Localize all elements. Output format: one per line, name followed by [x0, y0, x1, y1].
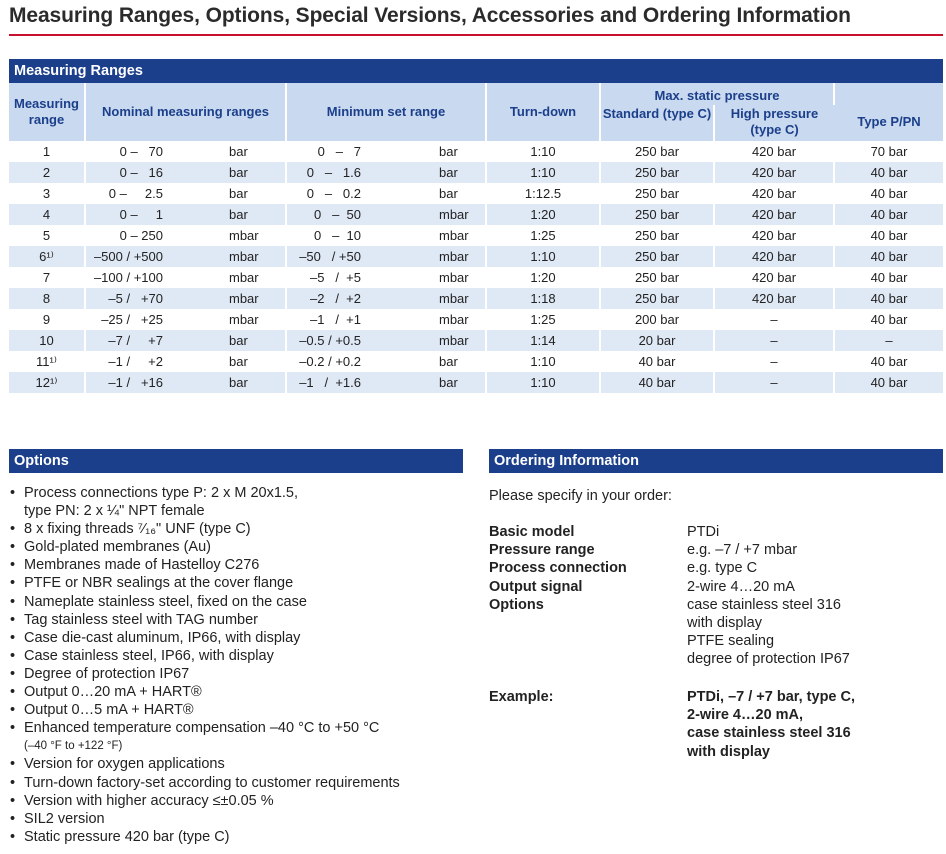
order-value-line: PTDi: [687, 524, 720, 540]
order-field: [489, 559, 939, 577]
nominal-unit: mbar: [229, 291, 259, 306]
example-line: case stainless steel 316: [687, 725, 851, 742]
cell-high-pressure: 420 bar: [714, 267, 834, 288]
cell-type-p-pn: –: [834, 330, 943, 351]
minimum-value: 0 – 10: [314, 228, 361, 243]
nominal-value: 0 – 16: [119, 165, 163, 180]
order-field-value: [687, 541, 797, 559]
nominal-value: 0 – 2.5: [108, 186, 163, 201]
order-value-line: e.g. –7 / +7 mbar: [687, 542, 798, 559]
minimum-unit: bar: [439, 186, 458, 201]
cell-nominal-range: [85, 267, 286, 288]
option-item: • Gold-plated membranes (Au): [9, 538, 469, 556]
cell-turn-down: 1:20: [486, 267, 600, 288]
cell-high-pressure: 420 bar: [714, 141, 834, 162]
options-header: Options: [9, 449, 463, 473]
cell-measuring-range: 2: [9, 162, 85, 183]
cell-nominal-range: [85, 288, 286, 309]
minimum-unit: mbar: [439, 291, 469, 306]
cell-turn-down: 1:12.5: [486, 183, 600, 204]
cell-nominal-range: [85, 141, 286, 162]
option-item: • Nameplate stainless steel, fixed on the case: [9, 593, 469, 611]
header-type-p-pn: Type P/PN: [834, 83, 943, 141]
cell-nominal-range: [85, 351, 286, 372]
cell-high-pressure: –: [714, 309, 834, 330]
ordering-info-header: Ordering Information: [489, 449, 943, 473]
nominal-unit: bar: [229, 144, 248, 159]
order-value-line: 2-wire 4…20 mA: [687, 578, 795, 595]
cell-measuring-range: 8: [9, 288, 85, 309]
order-field-value: [687, 578, 795, 596]
nominal-range-value: [86, 162, 285, 183]
cell-type-p-pn: 40 bar: [834, 309, 943, 330]
cell-high-pressure: 420 bar: [714, 204, 834, 225]
cell-turn-down: 1:18: [486, 288, 600, 309]
minimum-range-value: [287, 246, 485, 267]
order-field-value: [687, 596, 850, 669]
cell-turn-down: 1:20: [486, 204, 600, 225]
cell-standard: 250 bar: [600, 183, 714, 204]
nominal-range-value: [86, 267, 285, 288]
option-item: • Turn-down factory-set according to customer requirements: [9, 774, 469, 792]
title-divider: [9, 34, 943, 36]
order-field-label: Output signal: [489, 578, 583, 595]
table-row: [9, 246, 943, 267]
minimum-range-value: [287, 141, 485, 162]
cell-high-pressure: –: [714, 330, 834, 351]
header-minimum-set-range: Minimum set range: [286, 83, 486, 141]
minimum-range-value: [287, 225, 485, 246]
minimum-range-value: [287, 267, 485, 288]
cell-high-pressure: 420 bar: [714, 246, 834, 267]
cell-turn-down: 1:10: [486, 246, 600, 267]
cell-standard: 250 bar: [600, 225, 714, 246]
table-row: [9, 162, 943, 183]
example-line: PTDi, –7 / +7 bar, type C,: [687, 689, 856, 705]
minimum-unit: mbar: [439, 207, 469, 222]
nominal-range-value: [86, 183, 285, 204]
header-turn-down: Turn-down: [486, 83, 600, 141]
minimum-range-value: [287, 372, 485, 393]
option-item: • Case die-cast aluminum, IP66, with display: [9, 629, 469, 647]
cell-standard: 250 bar: [600, 288, 714, 309]
cell-standard: 20 bar: [600, 330, 714, 351]
order-field: [489, 578, 939, 596]
cell-minimum-set-range: [286, 330, 486, 351]
cell-standard: 250 bar: [600, 246, 714, 267]
cell-measuring-range: 6¹⁾: [9, 246, 85, 267]
cell-turn-down: 1:10: [486, 162, 600, 183]
option-item: • Membranes made of Hastelloy C276: [9, 556, 469, 574]
order-field-label: Process connection: [489, 560, 627, 577]
nominal-value: 0 – 70: [119, 144, 163, 159]
option-item: • 8 x fixing threads ⁷⁄₁₆" UNF (type C): [9, 520, 469, 538]
example-value: [687, 688, 855, 761]
nominal-value: –500 / +500: [93, 249, 163, 264]
nominal-unit: bar: [229, 333, 248, 348]
nominal-value: –1 / +16: [108, 375, 163, 390]
cell-measuring-range: 5: [9, 225, 85, 246]
order-field-value: [687, 559, 757, 577]
cell-standard: 250 bar: [600, 204, 714, 225]
option-item: • Output 0…5 mA + HART®: [9, 701, 469, 719]
option-item: • Case stainless steel, IP66, with display: [9, 647, 469, 665]
minimum-value: –5 / +5: [310, 270, 361, 285]
cell-measuring-range: 3: [9, 183, 85, 204]
cell-minimum-set-range: [286, 183, 486, 204]
cell-minimum-set-range: [286, 162, 486, 183]
minimum-value: –1 / +1.6: [299, 375, 361, 390]
cell-standard: 250 bar: [600, 162, 714, 183]
option-item: • Version for oxygen applications: [9, 755, 469, 773]
cell-turn-down: 1:10: [486, 351, 600, 372]
option-item: • SIL2 version: [9, 810, 469, 828]
example-line: 2-wire 4…20 mA,: [687, 707, 804, 724]
option-item: • Enhanced temperature compensation –40 °C to +50 °C: [9, 719, 469, 737]
nominal-value: 0 – 1: [119, 207, 163, 222]
cell-minimum-set-range: [286, 288, 486, 309]
cell-high-pressure: 420 bar: [714, 183, 834, 204]
cell-standard: 250 bar: [600, 267, 714, 288]
cell-turn-down: 1:14: [486, 330, 600, 351]
nominal-value: –7 / +7: [108, 333, 163, 348]
nominal-unit: mbar: [229, 228, 259, 243]
cell-nominal-range: [85, 162, 286, 183]
order-value-line: e.g. type C: [687, 560, 758, 577]
option-item: • Static pressure 420 bar (type C): [9, 828, 469, 846]
nominal-range-value: [86, 204, 285, 225]
minimum-unit: bar: [439, 165, 458, 180]
option-item: • Tag stainless steel with TAG number: [9, 611, 469, 629]
cell-measuring-range: 1: [9, 141, 85, 162]
cell-high-pressure: –: [714, 372, 834, 393]
cell-minimum-set-range: [286, 372, 486, 393]
minimum-range-value: [287, 330, 485, 351]
cell-nominal-range: [85, 204, 286, 225]
order-field-label: Basic model: [489, 524, 575, 540]
nominal-unit: mbar: [229, 270, 259, 285]
cell-turn-down: 1:25: [486, 309, 600, 330]
nominal-value: –100 / +100: [93, 270, 163, 285]
cell-turn-down: 1:10: [486, 141, 600, 162]
option-item: • Degree of protection IP67: [9, 665, 469, 683]
table-row: [9, 204, 943, 225]
table-row: [9, 183, 943, 204]
option-item: (–40 °F to +122 °F): [24, 740, 123, 753]
nominal-unit: bar: [229, 186, 248, 201]
cell-standard: 200 bar: [600, 309, 714, 330]
cell-high-pressure: 420 bar: [714, 225, 834, 246]
nominal-range-value: [86, 351, 285, 372]
cell-high-pressure: 420 bar: [714, 288, 834, 309]
minimum-range-value: [287, 351, 485, 372]
nominal-unit: bar: [229, 375, 248, 390]
cell-nominal-range: [85, 246, 286, 267]
nominal-range-value: [86, 309, 285, 330]
cell-measuring-range: 9: [9, 309, 85, 330]
nominal-value: –1 / +2: [108, 354, 163, 369]
cell-nominal-range: [85, 225, 286, 246]
minimum-value: 0 – 0.2: [306, 186, 361, 201]
cell-type-p-pn: 40 bar: [834, 204, 943, 225]
cell-type-p-pn: 70 bar: [834, 141, 943, 162]
table-row: [9, 141, 943, 162]
cell-measuring-range: 11¹⁾: [9, 351, 85, 372]
minimum-value: –1 / +1: [310, 312, 361, 327]
options-list: [9, 484, 469, 846]
order-field: [489, 541, 939, 559]
nominal-range-value: [86, 141, 285, 162]
nominal-unit: mbar: [229, 249, 259, 264]
ordering-fields: [489, 523, 939, 669]
minimum-range-value: [287, 162, 485, 183]
cell-nominal-range: [85, 183, 286, 204]
cell-type-p-pn: 40 bar: [834, 183, 943, 204]
table-row: [9, 309, 943, 330]
cell-measuring-range: 12¹⁾: [9, 372, 85, 393]
minimum-range-value: [287, 309, 485, 330]
measuring-ranges-table: [9, 83, 943, 393]
cell-type-p-pn: 40 bar: [834, 288, 943, 309]
ordering-example: [489, 688, 939, 761]
nominal-unit: bar: [229, 354, 248, 369]
order-field: [489, 596, 939, 669]
cell-turn-down: 1:10: [486, 372, 600, 393]
nominal-range-value: [86, 330, 285, 351]
minimum-value: –50 / +50: [299, 249, 361, 264]
minimum-range-value: [287, 183, 485, 204]
cell-high-pressure: –: [714, 351, 834, 372]
cell-type-p-pn: 40 bar: [834, 162, 943, 183]
example-line: with display: [687, 743, 770, 760]
minimum-value: 0 – 7: [317, 144, 361, 159]
minimum-value: –2 / +2: [310, 291, 361, 306]
option-item: • PTFE or NBR sealings at the cover flange: [9, 574, 469, 592]
table-row: [9, 225, 943, 246]
minimum-value: 0 – 1.6: [306, 165, 361, 180]
table-row: [9, 288, 943, 309]
cell-standard: 40 bar: [600, 351, 714, 372]
cell-measuring-range: 7: [9, 267, 85, 288]
cell-type-p-pn: 40 bar: [834, 267, 943, 288]
nominal-range-value: [86, 372, 285, 393]
example-label: Example:: [489, 689, 554, 705]
nominal-unit: mbar: [229, 312, 259, 327]
option-item: type PN: 2 x ¼" NPT female: [24, 503, 205, 520]
minimum-unit: mbar: [439, 333, 469, 348]
measuring-ranges-header: Measuring Ranges: [9, 59, 943, 83]
cell-type-p-pn: 40 bar: [834, 246, 943, 267]
option-item: • Version with higher accuracy ≤±0.05 %: [9, 792, 469, 810]
cell-minimum-set-range: [286, 225, 486, 246]
nominal-range-value: [86, 225, 285, 246]
cell-minimum-set-range: [286, 351, 486, 372]
header-max-static-pressure: Max. static pressure: [600, 83, 834, 105]
nominal-value: –25 / +25: [101, 312, 163, 327]
order-value-line: with display: [687, 615, 762, 632]
cell-type-p-pn: 40 bar: [834, 372, 943, 393]
minimum-unit: mbar: [439, 249, 469, 264]
order-field-value: [687, 523, 719, 541]
order-value-line: PTFE sealing: [687, 633, 775, 650]
table-row: [9, 330, 943, 351]
minimum-unit: bar: [439, 375, 458, 390]
cell-nominal-range: [85, 309, 286, 330]
cell-type-p-pn: 40 bar: [834, 225, 943, 246]
cell-turn-down: 1:25: [486, 225, 600, 246]
cell-standard: 250 bar: [600, 141, 714, 162]
minimum-value: –0.5 / +0.5: [299, 333, 361, 348]
cell-minimum-set-range: [286, 267, 486, 288]
cell-standard: 40 bar: [600, 372, 714, 393]
minimum-range-value: [287, 204, 485, 225]
order-field-label: Pressure range: [489, 542, 595, 559]
nominal-range-value: [86, 288, 285, 309]
nominal-unit: bar: [229, 207, 248, 222]
order-value-line: degree of protection IP67: [687, 651, 850, 668]
cell-type-p-pn: 40 bar: [834, 351, 943, 372]
minimum-range-value: [287, 288, 485, 309]
minimum-unit: mbar: [439, 312, 469, 327]
nominal-unit: bar: [229, 165, 248, 180]
header-measuring-range: Measuring range: [9, 83, 85, 141]
order-value-line: case stainless steel 316: [687, 596, 841, 613]
cell-minimum-set-range: [286, 141, 486, 162]
minimum-unit: bar: [439, 144, 458, 159]
header-high-pressure: High pressure (type C): [714, 105, 834, 141]
nominal-value: 0 – 250: [119, 228, 163, 243]
order-field: [489, 523, 939, 541]
option-item: • Output 0…20 mA + HART®: [9, 683, 469, 701]
cell-nominal-range: [85, 330, 286, 351]
table-row: [9, 351, 943, 372]
cell-minimum-set-range: [286, 246, 486, 267]
cell-minimum-set-range: [286, 309, 486, 330]
table-row: [9, 267, 943, 288]
table-row: [9, 372, 943, 393]
header-nominal-ranges: Nominal measuring ranges: [85, 83, 286, 141]
cell-measuring-range: 4: [9, 204, 85, 225]
minimum-unit: bar: [439, 354, 458, 369]
cell-high-pressure: 420 bar: [714, 162, 834, 183]
minimum-value: 0 – 50: [314, 207, 361, 222]
option-item: • Process connections type P: 2 x M 20x1.5,: [9, 484, 469, 502]
cell-nominal-range: [85, 372, 286, 393]
nominal-value: –5 / +70: [108, 291, 163, 306]
cell-minimum-set-range: [286, 204, 486, 225]
page-title: Measuring Ranges, Options, Special Versions, Accessories and Ordering Information: [9, 4, 851, 27]
nominal-range-value: [86, 246, 285, 267]
minimum-value: –0.2 / +0.2: [299, 354, 361, 369]
ordering-intro: Please specify in your order:: [489, 488, 672, 504]
minimum-unit: mbar: [439, 228, 469, 243]
order-field-label: Options: [489, 596, 544, 613]
minimum-unit: mbar: [439, 270, 469, 285]
header-standard: Standard (type C): [600, 105, 714, 141]
cell-measuring-range: 10: [9, 330, 85, 351]
